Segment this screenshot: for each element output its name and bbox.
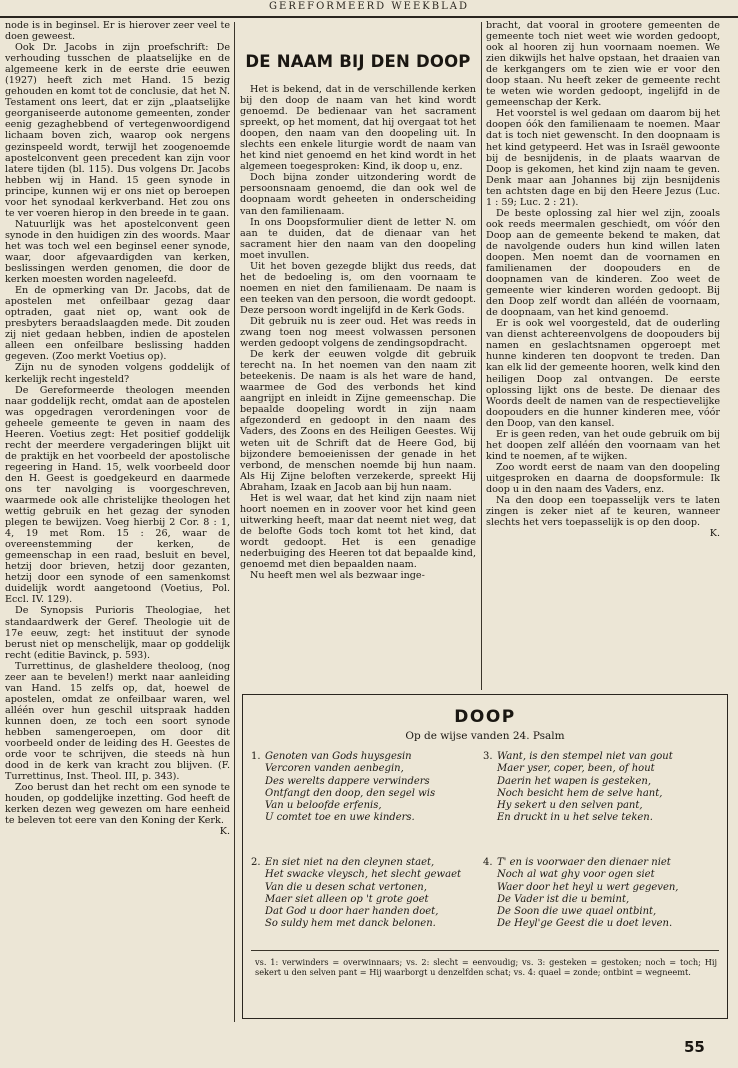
article-middle-column [240, 84, 476, 690]
paragraph: bracht, dat vooral in grootere gemeenten de gemeente toch niet weet wie worden gedoopt, ook al hooren zij hun voornaam noemen. We zien dikwijls het halve opstaan, het draaien van de kerkgangers om te zien wie er voor den doop staan. Nu heeft zeker de gemeente recht te weten wie worden gedoopt, ingelijfd in de gemeenschap der Kerk. [486, 20, 720, 109]
paragraph: Er is ook wel voorgesteld, dat de ouderling van dienst achtereenvolgens de doopouders bij namen en geslachtsnamen opgeroept met hunne kinderen ten doopvont te treden. Dan kan elk lid der gemeente hooren, welk kind den heiligen Doop zal ontvangen. De eerste oplossing lijkt ons de beste. De dienaar des Woords deelt de namen van de respectievelijke doopouders en die hunner kinderen mee, vóór den Doop, van den kansel. [486, 318, 720, 429]
stanza-number: 1. [251, 751, 261, 762]
paragraph: Zoo berust dan het recht om een synode te houden, op goddelijke inzetting. God heeft de kerken dezen weg gewezen om hare eenheid te beleven tot eere van den Koning der Kerk. [5, 782, 230, 827]
paragraph: Nu heeft men wel als bezwaar inge- [250, 570, 425, 582]
stanza-line: Noch besicht hem de selve hant, [497, 787, 663, 799]
hymn-box [242, 694, 728, 1019]
stanza-line: Waer door het heyl u wert gegeven, [497, 881, 679, 893]
paragraph: In ons Doopsformulier dient de letter N. om aan te duiden, dat de dienaar van het sacrament hier den naam van den doopeling moet invullen. [240, 216, 476, 261]
paragraph: Zoo wordt eerst de naam van den doopeling uitgesproken en daarna de doopsformule: Ik doop u in den naam des Vaders, enz. [486, 461, 720, 495]
paragraph: De kerk der eeuwen volgde dit gebruik terecht na. In het noemen van den naam zit beteekenis. De naam is als het ware de hand, waarmee de God des verbonds het kind aangrijpt en inleidt in Zijne gemeenschap. Die bepaalde doopeling wordt in zijn naam afgezonderd en gedoopt in den naam des Vaders, des Zoons en des Heiligen Geestes. Wij weten uit de Schrift dat de Heere God, bij bijzondere bemoeienissen der genade in het verbond, de menschen noemde bij hun naam. Als Hij Zijne beloften verzekerde, spreekt Hij Abraham, Izaak en Jacob aan bij hun naam. [240, 349, 476, 493]
paragraph: Doch bijna zonder uitzondering wordt de persoonsnaam genoemd, die dan ook wel de doopnaam wordt geheeten in onderscheiding van den familienaam. [240, 172, 476, 217]
stanza-line: Ontfangt den doop, den segel wis [265, 787, 436, 799]
stanza-line: Maer siet alleen op 't grote goet [265, 893, 429, 905]
hymn-stanza [483, 857, 719, 937]
stanza-line: Daerin het wapen is gesteken, [497, 775, 652, 787]
article-right-column [486, 20, 720, 690]
stanza-line: Noch al wat ghy voor ogen siet [497, 869, 655, 881]
stanza-line: De Vader ist die u bemint, [497, 893, 630, 905]
column-rule [481, 22, 482, 690]
stanza-line: De Soon die uwe quael ontbint, [497, 906, 657, 918]
paragraph: Turrettinus, de glasheldere theoloog, (nog zeer aan te bevelen!) merkt naar aanleiding van Hand. 15 zelfs op, dat, hoewel de apostelen, omdat ze onfeilbaar waren, wel alléén over hun geschil uitspraak hadden kunnen doen, ze toch een soort synode hebben samengeroepen, om door dit voorbeeld onder de leiding des H. Geestes de orde voor te schrijven, die steeds nà hun dood in de kerk van kracht zou blijven. (F. Turrettinus, Inst. Theol. III, p. 343). [5, 660, 230, 783]
paragraph: Dit gebruik nu is zeer oud. Het was reeds in zwang toen nog meest volwassen personen werden gedoopt volgens de zendingsopdracht. [240, 315, 476, 350]
paragraph: Natuurlijk was het apostelconvent geen synode in den huidigen zin des woords. Maar het was toch wel een beginsel eener synode, waar, door afgevaardigden van kerken, beslissingen werden genomen, die door de kerken moesten worden nageleefd. [5, 218, 230, 286]
stanza-line: Hy sekert u den selven pant, [497, 800, 643, 812]
page-header [0, 0, 738, 18]
paragraph: Het is bekend, dat in de verschillende kerken bij den doop de naam van het kind wordt genoemd. De bedienaar van het sacrament spreekt, op het moment, dat hij overgaat tot het doopen, den naam van den doopeling uit. In slechts een enkele liturgie wordt de naam van het kind niet genoemd en het kind wordt in het algemeen toegesproken: Kind, ik doop u, enz. [240, 84, 476, 173]
stanza-line: Het swacke vleysch, het slecht gewaet [265, 869, 462, 881]
hymn-stanza [251, 751, 477, 831]
stanza-line: Van u beloofde erfenis, [265, 800, 382, 812]
stanza-line: Maer yser, coper, been, of hout [497, 763, 655, 775]
stanza-line: Genoten van Gods huysgesin [265, 751, 412, 762]
stanza-line: Van die u desen schat vertonen, [265, 881, 427, 893]
stanza-line: Want, is den stempel niet van gout [497, 751, 673, 762]
paragraph: Het is wel waar, dat het kind zijn naam niet hoort noemen en in zoover voor het kind geen uitwerking heeft, maar dat neemt niet weg, dat de belofte Gods toch komt tot het kind, dat wordt gedoopt. Het is een genadige nederbuiging des Heeren tot dat bepaalde kind, genoemd met dien bepaalden naam. [240, 492, 476, 571]
publication-title: GEREFORMEERD WEEKBLAD [269, 1, 469, 12]
stanza-line: So suldy hem met danck belonen. [265, 918, 436, 930]
hymn-stanza [483, 751, 719, 831]
stanza-line: Dat God u door haer handen doet, [265, 906, 439, 918]
stanza-number: 3. [483, 751, 493, 762]
paragraph: Uit het boven gezegde blijkt dus reeds, dat het de bedoeling is, om den voornaam te noemen en niet den familienaam. De naam is een teeken van den persoon, die wordt gedoopt. Deze persoon wordt ingelijfd in de Kerk Gods. [240, 260, 476, 316]
stanza-line: T' en is voorwaer den dienaer niet [497, 857, 671, 868]
stanza-number: 4. [483, 857, 493, 868]
paragraph: Er is geen reden, van het oude gebruik om bij het doopen zelf alléén den voornaam van het kind te noemen, af te wijken. [486, 428, 720, 462]
paragraph: Ook Dr. Jacobs in zijn proefschrift: De verhouding tusschen de plaatselijke en de algemeene kerk in de eerste drie eeuwen (1927) heeft zich met Hand. 15 bezig gehouden en komt tot de conclusie, dat het N. Testament ons leert, dat er zijn „plaatselijke georganiseerde autonome gemeenten, zonder eenig gezaghebbend of vertegenwoordigend lichaam boven zich, waarop ook nergens gezinspeeld wordt, terwijl het zoogenoemde apostelconvent geen precedent kan zijn voor latere tijden (bl. 115). Dus volgens Dr. Jacobs hebben wij in Hand. 15 geen synode in principe, kunnen wij er ons niet op beroepen voor het synodaal kerkverband. Het zou ons te ver voeren hierop in den breede in te gaan. [5, 42, 230, 219]
paragraph: Na den doop een toepasselijk vers te laten zingen is zeker niet af te keuren, wanneer slechts het vers toepasselijk is op den doop. [486, 495, 720, 529]
paragraph: Het voorstel is wel gedaan om daarom bij het doopen óók den familienaam te noemen. Maar dat is toch niet gewenscht. In den doopnaam is het kind getypeerd. Het was in Israël gewoonte bij de besnijdenis, in de plaats waarvan de Doop is gekomen, het kind zijn naam te geven. Denk maar aan Johannes bij zijn besnijdenis ten achtsten dage en bij den Heere Jezus (Luc. 1 : 59; Luc. 2 : 21). [486, 108, 720, 208]
paragraph: De beste oplossing zal hier wel zijn, zooals ook reeds meermalen geschiedt, om vóór den Doop aan de gemeente bekend te maken, dat de navolgende ouders hun kind willen laten doopen. Men noemt dan de voornamen en familienamen der doopouders en de doopnamen van de kinderen. Zoo weet de gemeente wier kinderen worden gedoopt. Bij den Doop zelf wordt dan alléén de voornaam, de doopnaam, van het kind genoemd. [486, 207, 720, 319]
page-number: 55 [684, 1038, 705, 1056]
column-rule [234, 22, 235, 1022]
stanza-line: En druckt in u het selve teken. [497, 812, 653, 824]
hymn-subtitle: Op de wijse vanden 24. Psalm [405, 730, 565, 742]
hymn-stanza [251, 857, 477, 937]
stanza-line: Des werelts dappere verwinders [265, 775, 430, 787]
stanza-line: En siet niet na den cleynen staet, [265, 857, 435, 868]
author-signature: K. [709, 528, 720, 540]
paragraph: En de opmerking van Dr. Jacobs, dat de apostelen met onfeilbaar gezag daar optraden, gaat niet op, want ook de presbyters beraadslaagden mede. Dit zouden zij niet gedaan hebben, indien de apostelen alleen een onfeilbare beslissing hadden gegeven. (Zoo merkt Voetius op). [5, 285, 230, 363]
stanza-line: De Heyl'ge Geest die u doet leven. [497, 918, 673, 930]
hymn-divider [251, 950, 719, 951]
stanza-line: U comtet toe en uwe kinders. [265, 812, 415, 824]
article-title: DE NAAM BIJ DEN DOOP [245, 52, 471, 71]
author-signature: K. [219, 826, 230, 838]
paragraph: node is in beginsel. Er is hierover zeer veel te doen geweest. [5, 20, 230, 43]
stanza-line: Vercoren vanden aenbegin, [265, 763, 404, 775]
paragraph: Zijn nu de synoden volgens goddelijk of kerkelijk recht ingesteld? [5, 362, 230, 385]
hymn-title: DOOP [454, 707, 516, 727]
paragraph: De Synopsis Purioris Theologiae, het standaardwerk der Geref. Theologie uit de 17e eeuw, zegt: het instituut der synode berust niet op menschelijk, maar op goddelijk recht (editie Bavinck, p. 593). [5, 605, 230, 661]
paragraph: De Gereformeerde theologen meenden naar goddelijk recht, omdat aan de apostelen was opgedragen verordeningen voor de geheele gemeente te geven in naam des Heeren. Voetius zegt: Het positief goddelijk recht der meerdere vergaderingen blijkt uit de praktijk en het voorbeeld der apostolische regeering in Hand. 15, welk voorbeeld door den H. Geest is goedgekeurd en daarmede ons ter navolging is voorgeschreven, waarmede ook alle christelijke theologen het wettig gebruik en het gezag der synoden plegen te bewijzen. Voeg hierbij 2 Cor. 8 : 1, 4, 19 met Rom. 15 : 26, waar de overeenstemming der kerken, de gemeenschap in een raad, besluit en bevel, hetzij door brieven, hetzij door gezanten, hetzij door een synode of een samenkomst duidelijk wordt aangetoond (Voetius, Pol. Eccl. IV. 129). [5, 384, 230, 606]
stanza-number: 2. [251, 857, 261, 868]
hymn-glossary-notes: vs. 1: verwinders = overwinnaars; vs. 2: slecht = eenvoudig; vs. 3: gesteken = gestoken; noch = toch; Hij sekert u den selven pant = Hij waarborgt u denzelfden schat; vs. 4: quael = zonde; ontbint = wegneemt. [255, 957, 717, 977]
left-column-article [5, 20, 230, 1020]
